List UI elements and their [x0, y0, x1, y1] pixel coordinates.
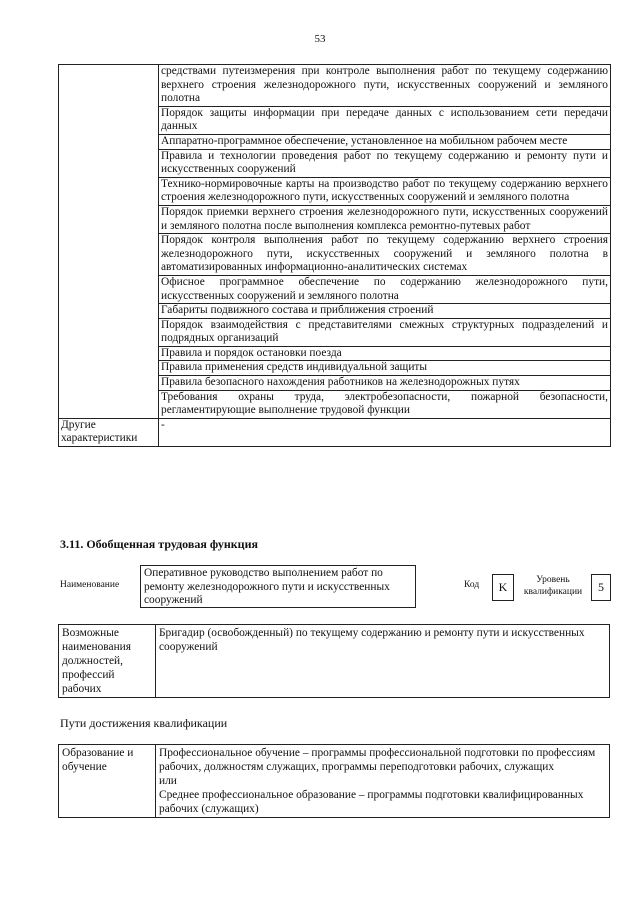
requirement-text: Офисное программное обеспечение по содержанию железнодорожного пути, искусственных сооружений и земляного полотна	[159, 275, 611, 303]
education-line-2: или	[159, 775, 177, 787]
level-box: 5	[591, 574, 611, 601]
positions-label: Возможные наименования должностей, профессий рабочих	[59, 625, 156, 698]
requirement-text: Требования охраны труда, электробезопасности, пожарной безопасности, регламентирующие выполнение трудовой функции	[159, 390, 611, 418]
name-label: Наименование	[60, 580, 120, 590]
function-name-box: Оперативное руководство выполнением работ по ремонту железнодорожного пути и искусственных сооружений	[140, 565, 416, 608]
requirement-text: Правила безопасного нахождения работников на железнодорожных путях	[159, 376, 611, 391]
requirements-label-cell	[59, 65, 159, 419]
requirement-text: средствами путеизмерения при контроле выполнения работ по текущему содержанию верхнего строения железнодорожного пути, искусственных сооружений и земляного полотна	[159, 65, 611, 107]
generalized-function-row	[60, 565, 612, 609]
education-line-3: Среднее профессиональное образование – программы подготовки квалифицированных рабочих (служащих)	[159, 789, 584, 815]
requirement-text: Порядок приемки верхнего строения железнодорожного пути, искусственных сооружений и земляного полотна после выполнения комплекса ремонтно-путевых работ	[159, 205, 611, 233]
page-number: 53	[314, 33, 326, 45]
positions-table	[58, 624, 610, 698]
education-line-1: Профессиональное обучение – программы профессиональной подготовки по профессиям рабочих, должностям служащих, программы переподготовки рабочих, служащих	[159, 747, 596, 773]
paths-title: Пути достижения квалификации	[60, 716, 228, 730]
positions-value: Бригадир (освобожденный) по текущему содержанию и ремонту пути и искусственных сооружений	[156, 625, 610, 698]
education-value	[156, 745, 610, 818]
section-title: 3.11. Обобщенная трудовая функция	[60, 537, 258, 551]
requirement-row	[59, 65, 611, 107]
requirement-text: Технико-нормировочные карты на производство работ по текущему содержанию верхнего строения железнодорожного пути, искусственных сооружений и земляного полотна	[159, 177, 611, 205]
other-characteristics-label: Другие характеристики	[59, 418, 159, 446]
requirement-text: Порядок взаимодействия с представителями смежных структурных подразделений и подрядных организаций	[159, 318, 611, 346]
requirement-text: Правила и технологии проведения работ по текущему содержанию и ремонту пути и искусственных сооружений	[159, 149, 611, 177]
other-characteristics-row	[59, 418, 611, 446]
requirement-text: Габариты подвижного состава и приближения строений	[159, 304, 611, 319]
requirement-text: Порядок контроля выполнения работ по текущему содержанию верхнего строения железнодорожного пути, искусственных сооружений и земляного полотна в автоматизированных информационно-аналитических системах	[159, 234, 611, 276]
education-label: Образование и обучение	[59, 745, 156, 818]
requirement-text: Порядок защиты информации при передаче данных с использованием сети передачи данных	[159, 106, 611, 134]
other-characteristics-value: -	[159, 418, 611, 446]
requirement-text: Правила и порядок остановки поезда	[159, 346, 611, 361]
level-label: Уровень квалификации	[523, 575, 583, 597]
requirement-text: Аппаратно-программное обеспечение, установленное на мобильном рабочем месте	[159, 134, 611, 149]
code-box: K	[492, 574, 514, 601]
requirement-text: Правила применения средств индивидуальной защиты	[159, 361, 611, 376]
education-table	[58, 744, 610, 818]
requirements-table	[58, 64, 611, 447]
code-label: Код	[464, 580, 480, 590]
